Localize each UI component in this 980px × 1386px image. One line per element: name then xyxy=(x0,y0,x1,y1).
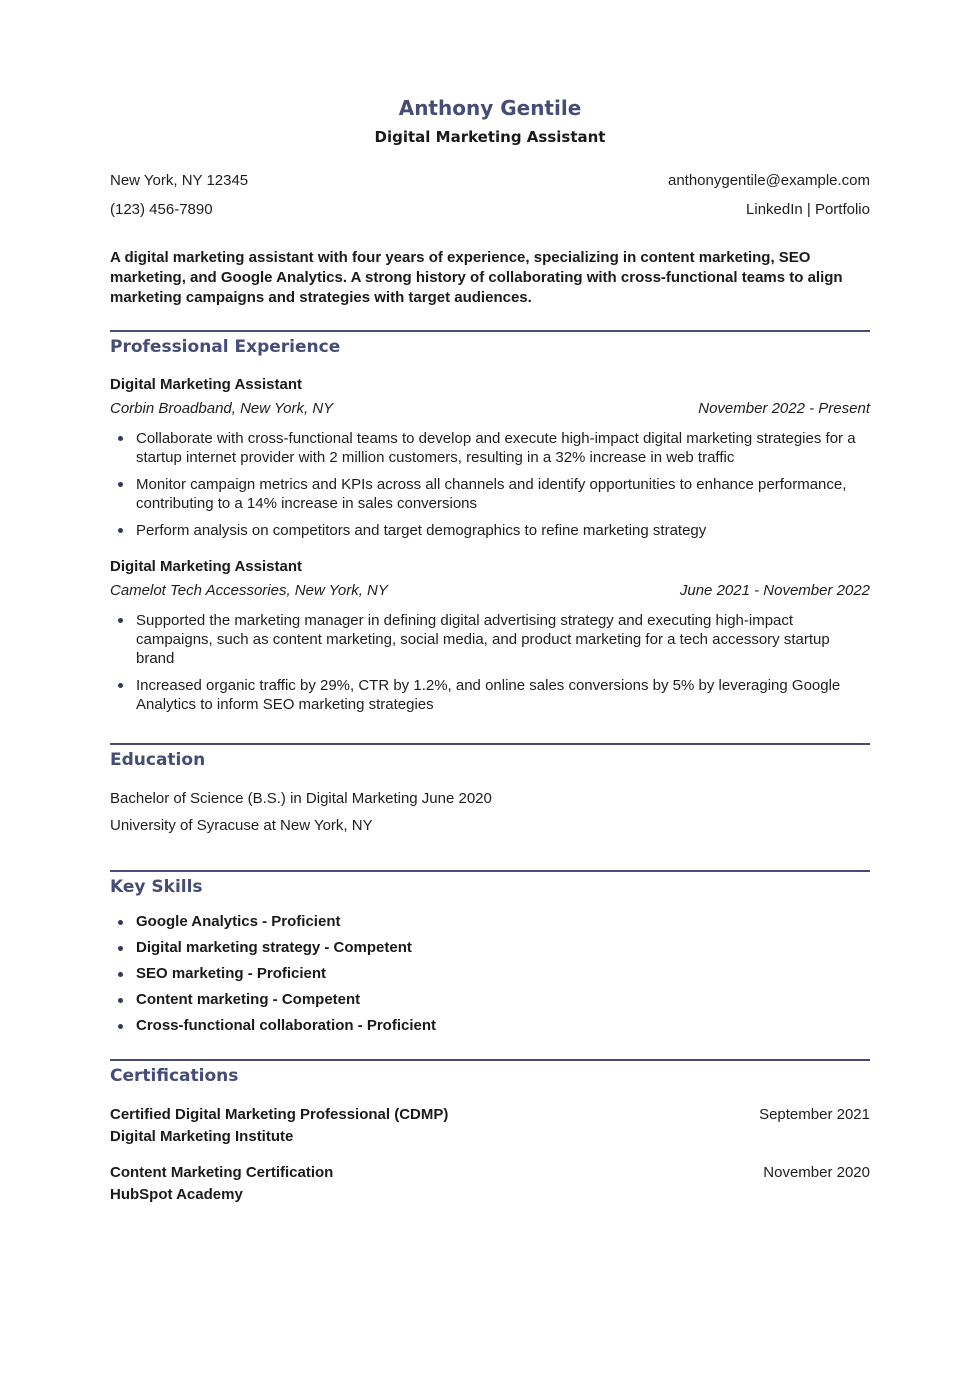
contact-row xyxy=(110,200,870,220)
experience-heading: Professional Experience xyxy=(110,337,341,357)
education-degree: Bachelor of Science (B.S.) in Digital Marketing June 2020 xyxy=(110,790,492,807)
certification-entry xyxy=(110,1162,870,1206)
contact-email[interactable]: anthonygentile@example.com xyxy=(667,172,870,189)
section-divider xyxy=(110,1059,870,1061)
certification-entry xyxy=(110,1104,870,1148)
skill-item: Digital marketing strategy - Competent xyxy=(110,939,870,956)
job-entry xyxy=(110,557,870,714)
job-company: Corbin Broadband, New York, NY xyxy=(110,400,334,417)
job-company: Camelot Tech Accessories, New York, NY xyxy=(110,582,388,599)
resume-name: Anthony Gentile xyxy=(398,96,582,120)
skill-item: Cross-functional collaboration - Proficient xyxy=(110,1017,870,1034)
section-divider xyxy=(110,330,870,332)
certification-details xyxy=(110,1162,333,1206)
job-meta-row xyxy=(110,399,870,418)
certification-issuer: Digital Marketing Institute xyxy=(110,1128,294,1145)
job-entry xyxy=(110,375,870,540)
skill-item: Content marketing - Competent xyxy=(110,991,870,1008)
contact-phone: (123) 456-7890 xyxy=(110,201,213,218)
skill-item: Google Analytics - Proficient xyxy=(110,913,870,930)
resume-title: Digital Marketing Assistant xyxy=(374,128,606,146)
job-bullet: Perform analysis on competitors and target demographics to refine marketing strategy xyxy=(110,521,870,540)
certification-name: Certified Digital Marketing Professional (CDMP) xyxy=(110,1106,449,1123)
job-dates: November 2022 - Present xyxy=(698,400,870,417)
certifications-heading: Certifications xyxy=(110,1066,239,1086)
contact-block xyxy=(110,171,870,220)
contact-links[interactable]: LinkedIn | Portfolio xyxy=(746,201,870,218)
certification-date: November 2020 xyxy=(763,1164,870,1181)
job-bullet: Supported the marketing manager in defining digital advertising strategy and executing high-impact campaigns, such as content marketing, social media, and product marketing for a tech accessory startup brand xyxy=(110,611,870,668)
certification-name: Content Marketing Certification xyxy=(110,1164,334,1181)
job-bullet-list xyxy=(110,611,870,714)
certification-details xyxy=(110,1104,448,1148)
section-divider xyxy=(110,743,870,745)
certification-date: September 2021 xyxy=(759,1106,870,1123)
job-title: Digital Marketing Assistant xyxy=(110,376,302,393)
job-dates: June 2021 - November 2022 xyxy=(679,582,870,599)
contact-location: New York, NY 12345 xyxy=(110,172,249,189)
skills-list xyxy=(110,913,870,1034)
job-bullet: Monitor campaign metrics and KPIs across all channels and identify opportunities to enhance performance, contributing to a 14% increase in sales conversions xyxy=(110,475,870,513)
job-bullet: Collaborate with cross-functional teams to develop and execute high-impact digital marketing strategies for a startup internet provider with 2 million customers, resulting in a 32% increase in web traffic xyxy=(110,429,870,467)
job-bullet: Increased organic traffic by 29%, CTR by 1.2%, and online sales conversions by 5% by leveraging Google Analytics to inform SEO marketing strategies xyxy=(110,676,870,714)
education-heading: Education xyxy=(110,750,206,770)
education-school: University of Syracuse at New York, NY xyxy=(110,817,373,834)
job-bullet-list xyxy=(110,429,870,540)
section-divider xyxy=(110,870,870,872)
job-meta-row xyxy=(110,581,870,600)
skill-item: SEO marketing - Proficient xyxy=(110,965,870,982)
skills-heading: Key Skills xyxy=(110,877,203,897)
contact-row xyxy=(110,171,870,191)
certification-issuer: HubSpot Academy xyxy=(110,1186,243,1203)
job-title: Digital Marketing Assistant xyxy=(110,558,302,575)
summary-text: A digital marketing assistant with four years of experience, specializing in content marketing, SEO marketing, and Google Analytics. A strong history of collaborating with cross-functional teams to align marketing campaigns and strategies with target audiences. xyxy=(110,249,843,306)
